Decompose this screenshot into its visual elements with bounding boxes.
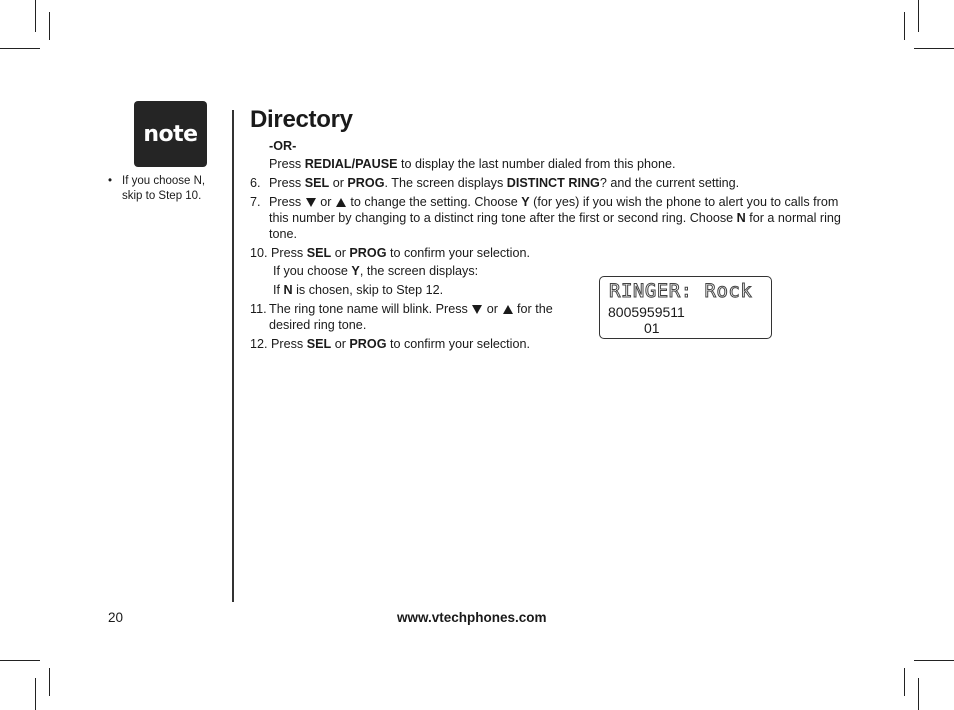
vertical-divider: [232, 110, 234, 602]
key-sel: SEL: [306, 337, 332, 351]
text: to confirm your selection.: [386, 246, 530, 260]
key-sel: SEL: [306, 246, 332, 260]
step-10-yes: [273, 263, 478, 279]
crop-mark: [49, 12, 50, 40]
text: ? and the current setting.: [599, 176, 740, 190]
text: 12. Press: [250, 337, 307, 351]
down-arrow-icon: [472, 305, 482, 314]
page-title: Directory: [250, 106, 353, 133]
step-11: [269, 301, 553, 317]
note-icon: [134, 101, 207, 167]
up-arrow-icon: [503, 305, 513, 314]
redial-instruction: [269, 156, 675, 172]
text: If: [273, 283, 284, 297]
key-n: N: [736, 211, 746, 225]
text: Press: [269, 195, 305, 209]
crop-mark: [918, 0, 919, 32]
key-redial-pause: REDIAL/PAUSE: [304, 157, 398, 171]
key-prog: PROG: [347, 176, 385, 190]
text: for the: [513, 302, 553, 316]
crop-mark: [918, 678, 919, 710]
text: to confirm your selection.: [386, 337, 530, 351]
text: Press: [269, 157, 305, 171]
crop-mark: [914, 48, 954, 49]
text: (for yes) if you wish the phone to alert you to calls from this number by changing to a distinct ring tone after the first or second ring. Choose: [269, 195, 839, 225]
page-number: 20: [108, 610, 124, 625]
text: for a normal ring tone.: [269, 211, 841, 241]
key-y: Y: [521, 195, 530, 209]
crop-mark: [35, 678, 36, 710]
text: or: [331, 337, 350, 351]
lcd-ringer-line: RINGER: Rock: [609, 280, 753, 302]
step-11-number: 11.: [250, 302, 267, 316]
step-10-no: [273, 282, 443, 298]
down-arrow-icon: [306, 198, 316, 207]
text: or: [316, 195, 335, 209]
step-10: [250, 245, 530, 261]
step-7-number: 7.: [250, 195, 261, 209]
or-separator: -OR-: [269, 139, 297, 153]
up-arrow-icon: [336, 198, 346, 207]
key-sel: SEL: [304, 176, 330, 190]
crop-mark: [0, 660, 40, 661]
step-6-number: 6.: [250, 176, 261, 190]
key-prog: PROG: [349, 337, 387, 351]
key-n: N: [283, 283, 293, 297]
step-7: [269, 194, 859, 242]
distinct-ring-label: DISTINCT RING: [506, 176, 600, 190]
text: or: [331, 246, 350, 260]
crop-mark: [35, 0, 36, 32]
text: , the screen displays:: [359, 264, 479, 278]
lcd-screen: [599, 276, 772, 339]
crop-mark: [914, 660, 954, 661]
step-12: [250, 336, 530, 352]
key-y: Y: [351, 264, 360, 278]
footer-url: www.vtechphones.com: [397, 610, 547, 625]
step-11-continued: desired ring tone.: [269, 318, 367, 332]
note-body: If you choose N, skip to Step 10.: [122, 175, 206, 202]
crop-mark: [904, 12, 905, 40]
text: If you choose: [273, 264, 352, 278]
crop-mark: [49, 668, 50, 696]
key-prog: PROG: [349, 246, 387, 260]
step-6: [269, 175, 739, 191]
crop-mark: [0, 48, 40, 49]
text: . The screen displays: [384, 176, 507, 190]
lcd-phone-number: 8005959511: [608, 304, 685, 320]
text: 10. Press: [250, 246, 307, 260]
text: The ring tone name will blink. Press: [269, 302, 472, 316]
text: to change the setting. Choose: [346, 195, 522, 209]
text: to display the last number dialed from this phone.: [397, 157, 676, 171]
text: Press: [269, 176, 305, 190]
text: or: [483, 302, 502, 316]
crop-mark: [904, 668, 905, 696]
note-badge-label: note: [143, 121, 198, 147]
text: is chosen, skip to Step 12.: [292, 283, 444, 297]
text: or: [329, 176, 348, 190]
note-bullet: •: [108, 175, 113, 187]
lcd-entry-number: 01: [644, 320, 660, 336]
